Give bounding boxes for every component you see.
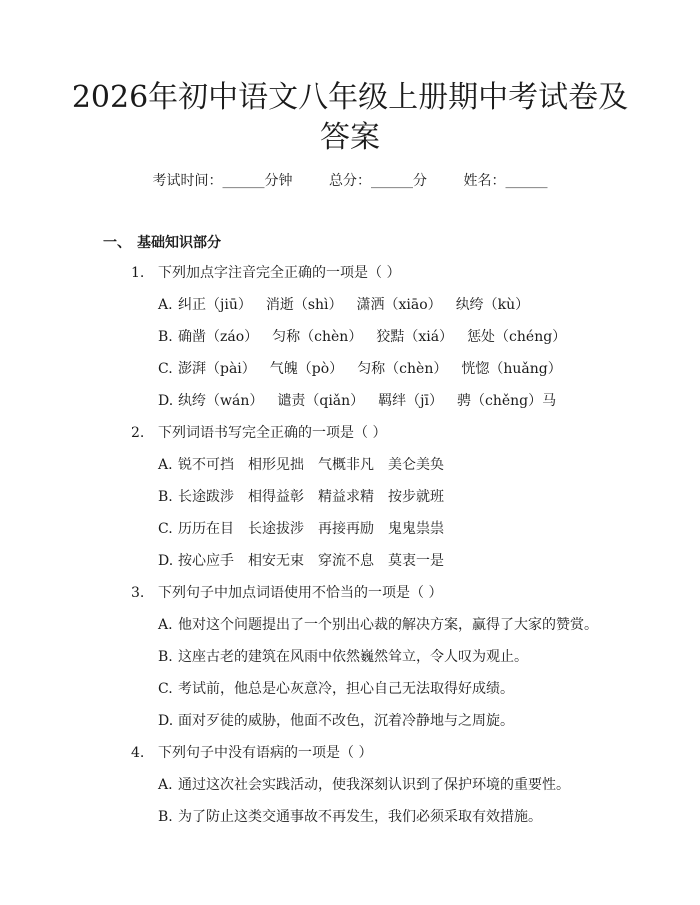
option-sentence: 为了防止这类交通事故不再发生，我们必须采取有效措施。 — [178, 809, 542, 825]
student-name-field: 姓名：______ — [463, 173, 548, 189]
option-word: 美仑美奂 — [388, 457, 444, 473]
section-number: 一、 — [103, 235, 131, 251]
option-word: 谴责（qiǎn） — [277, 393, 365, 409]
option-word: 长途跋涉 — [178, 489, 234, 505]
option-word: 纨绔（kù） — [455, 297, 530, 313]
section-heading — [103, 232, 221, 252]
option-label: B. — [158, 329, 173, 345]
option-word: 按步就班 — [388, 489, 444, 505]
section-title: 基础知识部分 — [137, 235, 221, 251]
question-text: 下列句子中加点词语使用不恰当的一项是（ ） — [158, 585, 443, 601]
option-1d — [158, 390, 570, 410]
option-word: 骋（chěng）马 — [457, 393, 557, 409]
option-1c — [158, 358, 576, 378]
question-1 — [131, 262, 400, 282]
option-label: C. — [158, 681, 173, 697]
option-word: 相得益彰 — [248, 489, 304, 505]
option-2d — [158, 550, 458, 570]
option-word: 匀称（chèn） — [357, 361, 448, 377]
option-label: C. — [158, 361, 173, 377]
question-number: 3. — [131, 585, 145, 601]
option-word: 锐不可挡 — [178, 457, 234, 473]
option-sentence: 通过这次社会实践活动，使我深刻认识到了保护环境的重要性。 — [178, 777, 570, 793]
option-sentence: 面对歹徒的威胁，他面不改色，沉着冷静地与之周旋。 — [178, 713, 514, 729]
option-2c — [158, 518, 458, 538]
option-word: 狡黠（xiá） — [376, 329, 454, 345]
option-3a — [158, 614, 598, 634]
option-label: A. — [158, 457, 173, 473]
option-sentence: 他对这个问题提出了一个别出心裁的解决方案，赢得了大家的赞赏。 — [178, 617, 598, 633]
option-word: 历历在目 — [178, 521, 234, 537]
option-word: 相安无束 — [248, 553, 304, 569]
option-word: 气魄（pò） — [269, 361, 344, 377]
option-sentence: 这座古老的建筑在风雨中依然巍然耸立，令人叹为观止。 — [178, 649, 528, 665]
option-word: 精益求精 — [318, 489, 374, 505]
option-label: A. — [158, 297, 173, 313]
option-word: 潇洒（xiāo） — [356, 297, 442, 313]
question-4 — [131, 742, 372, 762]
option-label: A. — [158, 777, 173, 793]
question-text: 下列句子中没有语病的一项是（ ） — [158, 745, 373, 761]
option-1b — [158, 326, 580, 346]
question-2 — [131, 422, 386, 442]
option-word: 匀称（chèn） — [272, 329, 363, 345]
question-number: 2. — [131, 425, 145, 441]
option-4a — [158, 774, 570, 794]
option-label: B. — [158, 809, 173, 825]
exam-time-field: 考试时间：______分钟 — [152, 173, 293, 189]
option-word: 纨绔（wán） — [178, 393, 264, 409]
option-2b — [158, 486, 458, 506]
option-1a — [158, 294, 543, 314]
option-label: B. — [158, 489, 173, 505]
option-label: D. — [158, 713, 174, 729]
question-number: 4. — [131, 745, 145, 761]
option-word: 再接再励 — [318, 521, 374, 537]
option-label: A. — [158, 617, 173, 633]
question-number: 1. — [131, 265, 145, 281]
option-label: B. — [158, 649, 173, 665]
total-score-field: 总分：______分 — [329, 173, 427, 189]
option-word: 消逝（shì） — [265, 297, 343, 313]
option-word: 恍惚（huǎng） — [461, 361, 562, 377]
option-3d — [158, 710, 514, 730]
option-word: 纠正（jiū） — [178, 297, 252, 313]
option-2a — [158, 454, 458, 474]
option-4b — [158, 806, 542, 826]
option-word: 相形见拙 — [248, 457, 304, 473]
option-label: C. — [158, 521, 173, 537]
option-word: 按心应手 — [178, 553, 234, 569]
question-3 — [131, 582, 442, 602]
option-word: 莫衷一是 — [388, 553, 444, 569]
option-word: 惩处（chéng） — [467, 329, 567, 345]
option-3c — [158, 678, 514, 698]
question-text: 下列加点字注音完全正确的一项是（ ） — [158, 265, 401, 281]
exam-info-row — [0, 170, 700, 190]
question-text: 下列词语书写完全正确的一项是（ ） — [158, 425, 387, 441]
option-word: 确凿（záo） — [178, 329, 259, 345]
option-3b — [158, 646, 528, 666]
option-word: 穿流不息 — [318, 553, 374, 569]
option-label: D. — [158, 553, 174, 569]
exam-title: 2026年初中语文八年级上册期中考试卷及答案 — [71, 80, 629, 155]
option-sentence: 考试前，他总是心灰意冷，担心自己无法取得好成绩。 — [178, 681, 514, 697]
option-word: 气概非凡 — [318, 457, 374, 473]
option-word: 羁绊（jī） — [378, 393, 443, 409]
option-word: 鬼鬼祟祟 — [388, 521, 444, 537]
option-word: 澎湃（pài） — [178, 361, 256, 377]
option-word: 长途拔涉 — [248, 521, 304, 537]
option-label: D. — [158, 393, 174, 409]
